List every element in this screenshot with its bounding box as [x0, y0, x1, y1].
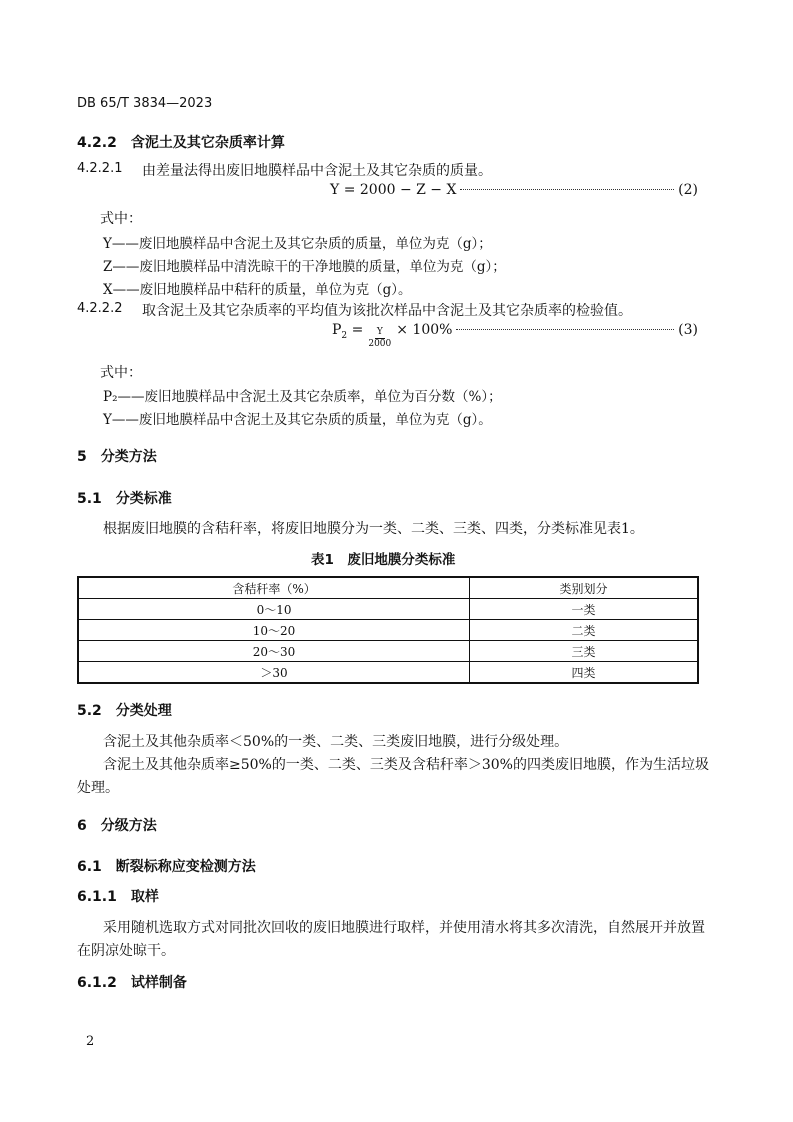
where-item: Z——废旧地膜样品中清洗晾干的干净地膜的质量，单位为克（g）； — [103, 259, 506, 275]
table-cell: 三类 — [470, 641, 698, 662]
clause-number-4-2-2-2: 4.2.2.2 — [77, 301, 123, 316]
table-cell: 一类 — [470, 599, 698, 620]
formula-3-fraction — [366, 327, 393, 350]
table-cell: 20～30 — [78, 641, 470, 662]
formula-3-rhs: × 100% — [396, 322, 453, 338]
table-cell: 0～10 — [78, 599, 470, 620]
paragraph-5-2-2-cont: 处理。 — [77, 780, 119, 796]
table-title: 表1 废旧地膜分类标准 — [311, 552, 456, 568]
table-cell: 四类 — [470, 662, 698, 684]
paragraph-5-2-1: 含泥土及其他杂质率＜50%的一类、二类、三类废旧地膜，进行分级处理。 — [103, 734, 569, 750]
table-cell: 10～20 — [78, 620, 470, 641]
where-label: 式中： — [100, 211, 142, 227]
paragraph-5-1: 根据废旧地膜的含秸秆率，将废旧地膜分为一类、二类、三类、四类，分类标准见表1。 — [103, 521, 644, 537]
clause-text-4-2-2-1: 由差量法得出废旧地膜样品中含泥土及其它杂质的质量。 — [142, 163, 492, 179]
table-row — [78, 599, 698, 620]
clause-number-4-2-2-1: 4.2.2.1 — [77, 161, 123, 176]
table-cell: 二类 — [470, 620, 698, 641]
table-header-row — [78, 577, 698, 599]
section-heading-5-1: 5.1 分类标准 — [77, 491, 172, 507]
section-heading-5-2: 5.2 分类处理 — [77, 703, 172, 719]
section-heading-4-2-2: 4.2.2 含泥土及其它杂质率计算 — [77, 135, 285, 151]
page-number: 2 — [86, 1034, 95, 1049]
formula-3-number: (3) — [678, 322, 698, 338]
where-item: P₂——废旧地膜样品中含泥土及其它杂质率，单位为百分数（%）； — [103, 389, 502, 405]
standard-number: DB 65/T 3834—2023 — [77, 96, 213, 111]
formula-2-expression: Y = 2000 − Z − X — [330, 182, 457, 198]
table-row — [78, 641, 698, 662]
formula-2-number: (2) — [678, 182, 698, 198]
section-heading-6: 6 分级方法 — [77, 818, 157, 834]
where-item: Y——废旧地膜样品中含泥土及其它杂质的质量，单位为克（g）； — [103, 236, 492, 252]
where-item: X——废旧地膜样品中秸秆的质量，单位为克（g）。 — [103, 282, 412, 298]
fraction-numerator: Y — [376, 327, 383, 337]
table-cell: ＞30 — [78, 662, 470, 684]
table-header-cell: 类别划分 — [470, 577, 698, 599]
section-heading-5: 5 分类方法 — [77, 449, 157, 465]
section-heading-6-1-1: 6.1.1 取样 — [77, 889, 159, 905]
table-row — [78, 662, 698, 684]
paragraph-5-2-2: 含泥土及其他杂质率≥50%的一类、二类、三类及含秸秆率＞30%的四类废旧地膜，作为生活垃圾 — [103, 757, 709, 773]
fraction-denominator: 2000 — [368, 339, 392, 349]
table-row — [78, 620, 698, 641]
clause-text-4-2-2-2: 取含泥土及其它杂质率的平均值为该批次样品中含泥土及其它杂质率的检验值。 — [142, 303, 632, 319]
where-item: Y——废旧地膜样品中含泥土及其它杂质的质量，单位为克（g）。 — [103, 412, 492, 428]
formula-3-lhs: $P_2$ = — [332, 322, 364, 341]
section-heading-6-1: 6.1 断裂标称应变检测方法 — [77, 859, 256, 875]
paragraph-6-1-1-cont: 在阴凉处晾干。 — [77, 943, 175, 959]
formula-leader-dots — [460, 189, 674, 190]
formula-2 — [330, 182, 698, 198]
section-heading-6-1-2: 6.1.2 试样制备 — [77, 975, 187, 991]
table-header-cell: 含秸秆率（%） — [78, 577, 470, 599]
formula-leader-dots — [456, 329, 674, 330]
where-label: 式中： — [100, 365, 142, 381]
paragraph-6-1-1: 采用随机选取方式对同批次回收的废旧地膜进行取样，并使用清水将其多次清洗，自然展开并放置 — [103, 920, 705, 936]
formula-3 — [332, 322, 698, 350]
classification-table — [77, 576, 699, 684]
